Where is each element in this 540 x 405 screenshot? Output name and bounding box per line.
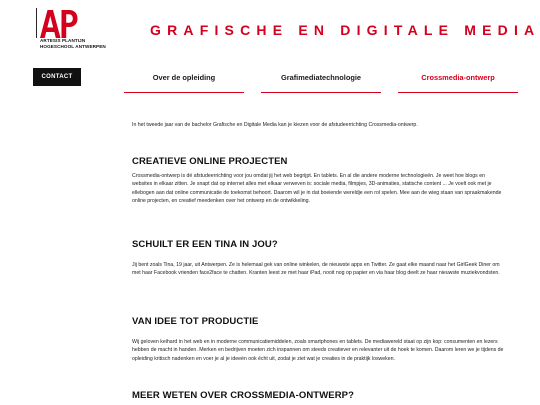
logo-line-2: HOGESCHOOL ANTWERPEN: [40, 43, 106, 49]
section-heading-van-idee-tot-productie: VAN IDEE TOT PRODUCTIE: [132, 316, 259, 327]
logo-line-1: ARTESIS PLANTIJN: [40, 38, 86, 43]
tab-crossmedia-ontwerp[interactable]: [398, 71, 518, 93]
tab-bar: [124, 71, 520, 93]
section-heading-meer-weten: MEER WETEN OVER CROSSMEDIA-ONTWERP?: [132, 390, 355, 401]
tab-grafimediatechnologie[interactable]: [261, 71, 381, 93]
tab-label: Over de opleiding: [152, 73, 216, 82]
tab-underline: [398, 92, 518, 94]
site-title: GRAFISCHE EN DIGITALE MEDIA: [150, 22, 540, 38]
tab-label: Crossmedia-ontwerp: [421, 73, 495, 82]
ap-logo[interactable]: [36, 8, 108, 60]
contact-button[interactable]: CONTACT: [33, 68, 81, 86]
section-heading-creatieve-online-projecten: CREATIEVE ONLINE PROJECTEN: [132, 156, 288, 167]
tab-underline: [261, 92, 381, 94]
logo-caption: [40, 38, 110, 49]
section-body-schuilt-er-een-tina: Jij bent zoals Tina, 19 jaar, uit Antwerpen. Ze is helemaal gek van online winkelen, de nieuwste apps en Twitter. Ze gaat elke maand naar het GirlGeek Diner om met haar Facebook vrienden face2face te chatten. Kranten leest ze met haar iPad, nooit nog op papier en via haar blog deelt ze haar nieuwste muziekvondsten.: [132, 262, 500, 277]
section-body-creatieve-online-projecten: Crossmedia-ontwerp is dé afstudeerrichting voor jou omdat jij het web begrijpt. En tablets. En al die andere moderne technologieën. Je weet hoe blogs en websites in elkaar zitten. Je snapt dat op internet alles met elkaar verweven is: sociale media, filmpjes, 3D-animaties, statische content ... Je voelt ook met je ellebogen aan dat online communicatie de toekomst behoort. Daarom wil je in dat boeiende wereldje een rol spelen. Mee aan de wieg staan van spraakmakende online projecten, en creatief meedenken over het ontwerp en de ontwikkeling.: [132, 173, 502, 204]
tab-over-de-opleiding[interactable]: [124, 71, 244, 93]
section-body-van-idee-tot-productie: Wij geloven keihard in het web en in moderne communicatiemiddelen, zoals smartphones en tablets. De mediawereld staat op zijn kop: consumenten en lezers hebben de macht in handen. Merken en bedrijven moeten zich inspannen om steeds creatiever en relevanter uit de hoek te komen. Daarom leren we je tijdens de opleiding kritisch nadenken en voer je al je ideeën ook écht uit, zodat je ziet wat je creaties in de praktijk losweken.: [132, 339, 504, 362]
tab-label: Grafimediatechnologie: [280, 73, 362, 82]
tab-underline: [124, 92, 244, 94]
ap-logo-mark: [36, 8, 78, 38]
section-heading-schuilt-er-een-tina: SCHUILT ER EEN TINA IN JOU?: [132, 239, 278, 250]
intro-text: In het tweede jaar van de bachelor Grafische en Digitale Media kan je kiezen voor de afstudeerrichting Crossmedia-ontwerp.: [132, 122, 418, 128]
